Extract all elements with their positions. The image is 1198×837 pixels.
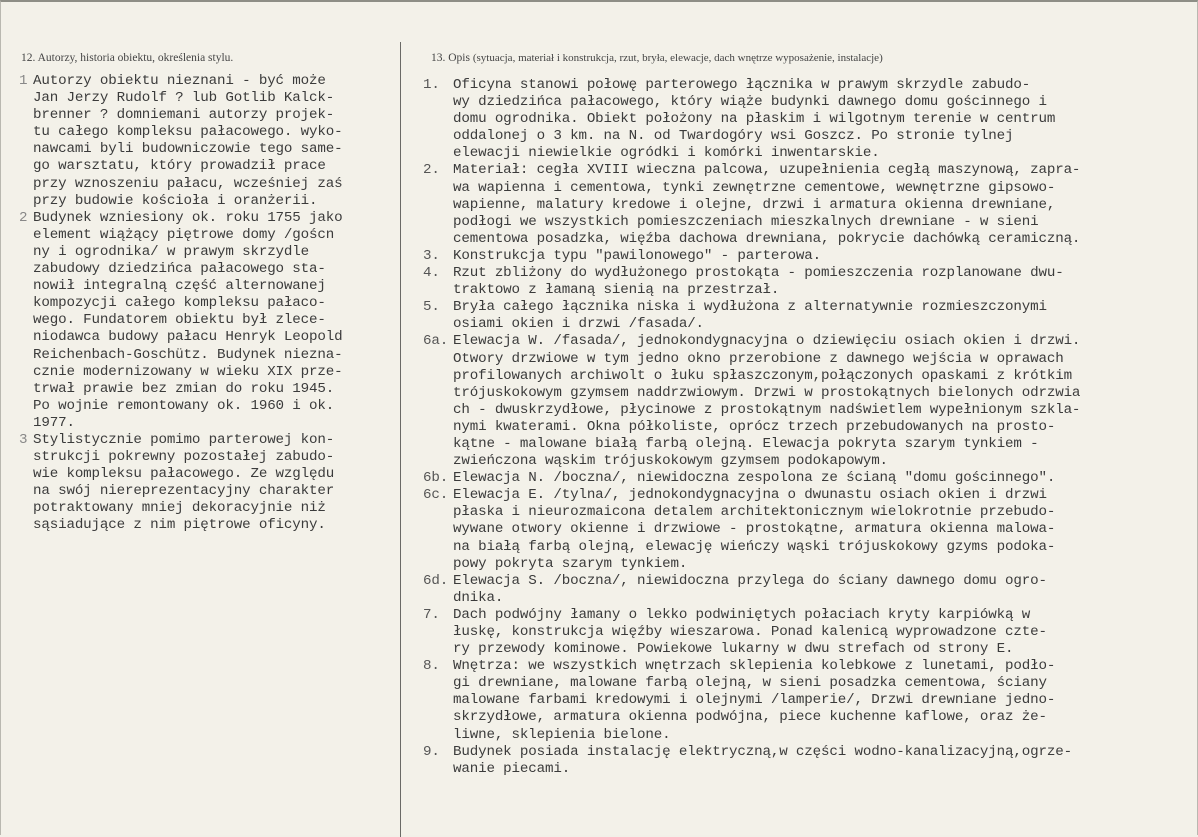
history-text-line: nowił integralną część alternowanej: [33, 278, 326, 295]
description-item-text: [453, 573, 1173, 607]
history-item: [19, 210, 393, 432]
description-item: [423, 470, 1173, 487]
history-text-line: zabudowy dziedzińca pałacowego sta-: [33, 261, 326, 278]
description-text-line: wy dziedzińca pałacowego, który wiąże budynki dawnego domu gościnnego i: [453, 94, 1047, 111]
description-text-line: Elewacja N. /boczna/, niewidoczna zespolona ze ścianą "domu gościnnego".: [453, 470, 1056, 487]
description-text-line: Konstrukcja typu "pawilonowego" - parterowa.: [453, 247, 822, 264]
authors-history-list: [19, 73, 393, 535]
description-text-line: Elewacja W. /fasada/, jednokondygnacyjna o dziewięciu osiach okien i drzwi.: [453, 333, 1081, 350]
history-text-line: nawcami byli budowniczowie tego same-: [33, 141, 343, 158]
history-item-number: 2: [19, 209, 28, 226]
description-item-text: [453, 248, 1173, 265]
description-item-text: [453, 333, 1173, 470]
description-item: [423, 487, 1173, 572]
description-item-number: 6c.: [423, 487, 449, 504]
history-text-line: cznie modernizowany w wieku XIX prze-: [33, 363, 343, 380]
description-item: [423, 658, 1173, 743]
history-item-text: [33, 73, 393, 210]
description-item-text: [453, 487, 1173, 572]
history-text-line: Po wojnie remontowany ok. 1960 i ok.: [33, 397, 335, 414]
description-text-line: na białą farbą olejną, elewację wieńczy wąski trójuskokowy gzyms podoka-: [453, 538, 1056, 555]
description-text-line: zwieńczona wąskim trójuskokowym gzymsem podokapowym.: [453, 453, 888, 470]
description-text-line: dnika.: [453, 589, 504, 606]
description-item-number: 1.: [423, 77, 440, 93]
description-item: [423, 607, 1173, 658]
description-text-line: nymi kwaterami. Okna półkoliste, oprócz trzech przebudowanych na prosto-: [453, 418, 1056, 435]
history-item-number: 3: [19, 431, 28, 448]
description-text-line: Elewacja E. /tylna/, jednokondygnacyjna o dwunastu osiach okien i drzwi: [453, 487, 1047, 504]
description-item-text: [453, 470, 1173, 487]
description-item: [423, 77, 1173, 162]
description-text-line: oddalonej o 3 km. na N. od Twardogóry wsi Goszcz. Po stronie tylnej: [453, 128, 1014, 145]
description-text-line: wa wapienna i cementowa, tynki zewnętrzne cementowe, wewnętrzne gipsowo-: [453, 179, 1056, 196]
history-text-line: Jan Jerzy Rudolf ? lub Gotlib Kalck-: [33, 90, 335, 107]
description-item-number: 4.: [423, 265, 440, 282]
history-item-number: 1: [19, 73, 28, 89]
description-item-number: 9.: [423, 743, 440, 760]
description-item: [423, 333, 1173, 470]
section-12-header: [21, 52, 233, 64]
description-item: [423, 744, 1173, 778]
description-text-line: płaska i nieurozmaicona detalem architektonicznym wielokrotnie przebudo-: [453, 504, 1056, 521]
description-item-number: 7.: [423, 606, 440, 623]
description-item-number: 8.: [423, 658, 440, 675]
history-item-text: [33, 432, 393, 535]
description-item: [423, 573, 1173, 607]
history-item: [19, 432, 393, 535]
history-text-line: wego. Fundatorem obiektu był zlece-: [33, 312, 326, 329]
description-item-text: [453, 744, 1173, 778]
history-text-line: przy budowie kościoła i oranżerii.: [33, 192, 318, 209]
description-text-line: wywane otwory okienne i drzwiowe - prostokątne, armatura okienna malowa-: [453, 521, 1056, 538]
description-text-line: malowane farbami kredowymi i olejnymi /lamperie/, Drzwi drewniane jedno-: [453, 692, 1056, 709]
description-text-line: Bryła całego łącznika niska i wydłużona z alternatywnie rozmieszczonymi: [453, 299, 1047, 316]
description-text-line: profilowanych archiwolt o łuku spłaszczonym,połączonych opaskami z krótkim: [453, 367, 1072, 384]
description-text-line: Oficyna stanowi połowę parterowego łącznika w prawym skrzydle zabudo-: [453, 77, 1031, 93]
description-text-line: ch - dwuskrzydłowe, płycinowe z prostokątnym nadświetlem wypełnionym szkla-: [453, 401, 1081, 418]
description-item: [423, 248, 1173, 265]
history-text-line: go warsztatu, który prowadził prace: [33, 158, 326, 175]
history-text-line: tu całego kompleksu pałacowego. wyko-: [33, 124, 343, 141]
description-text-line: wapienne, malatury kredowe i olejne, drzwi i armatura okienna drewniane,: [453, 196, 1056, 213]
section-12-title: 12. Autorzy, historia obiektu, określenia stylu.: [21, 52, 234, 64]
description-item: [423, 265, 1173, 299]
description-text-line: ry przewody kominowe. Powiekowe lukarny w dwu strefach od strony E.: [453, 641, 1014, 658]
description-text-line: kątne - malowane białą farbą olejną. Elewacja pokryta szarym tynkiem -: [453, 435, 1039, 452]
description-text-line: łuskę, konstrukcja więźby wieszarowa. Ponad kalenicą wyprowadzone czte-: [453, 624, 1047, 640]
description-item-number: 5.: [423, 299, 440, 316]
history-item-text: [33, 210, 393, 432]
description-text-line: Elewacja S. /boczna/, niewidoczna przylega do ściany dawnego domu ogro-: [453, 572, 1047, 589]
history-text-line: niodawca budowy pałacu Henryk Leopold: [33, 329, 343, 346]
description-text-line: elewacji niewielkie ogródki i komórki inwentarskie.: [453, 145, 880, 162]
description-text-line: osiami okien i drzwi /fasada/.: [453, 316, 704, 333]
history-text-line: potraktowany mniej dekoracyjnie niż: [33, 500, 326, 517]
section-13-subtitle: (sytuacja, materiał i konstrukcja, rzut, bryła, elewacje, dach wnętrze wyposażenie, instalacje): [472, 52, 883, 64]
description-item-number: 2.: [423, 162, 440, 179]
description-item: [423, 162, 1173, 247]
description-item-text: [453, 607, 1173, 658]
history-text-line: trwał prawie bez zmian do roku 1945.: [33, 380, 335, 397]
description-item-number: 6b.: [423, 470, 449, 487]
description-text-line: wanie piecami.: [453, 760, 571, 777]
history-text-line: ny i ogrodnika/ w prawym skrzydle: [33, 243, 310, 260]
description-text-line: Rzut zbliżony do wydłużonego prostokąta - pomieszczenia rozplanowane dwu-: [453, 265, 1064, 282]
column-divider: [400, 42, 401, 837]
description-item-number: 3.: [423, 247, 440, 264]
description-item-number: 6a.: [423, 333, 449, 350]
description-item: [423, 299, 1173, 333]
description-text-line: Budynek posiada instalację elektryczną,w części wodno-kanalizacyjną,ogrze-: [453, 743, 1072, 760]
description-text-line: liwne, sklepienia bielone.: [453, 726, 671, 743]
history-text-line: 1977.: [33, 414, 75, 431]
description-text-line: domu ogrodnika. Obiekt położony na płaskim i wilgotnym terenie w centrum: [453, 111, 1056, 128]
description-text-line: podłogi we wszystkich pomieszczeniach mieszkalnych drewniane - w sieni: [453, 213, 1039, 230]
description-list: [423, 77, 1173, 778]
history-text-line: brenner ? domniemani autorzy projek-: [33, 107, 335, 124]
description-item-text: [453, 299, 1173, 333]
history-text-line: Reichenbach-Goschütz. Budynek niezna-: [33, 346, 343, 363]
description-text-line: Materiał: cegła XVIII wieczna palcowa, uzupełnienia cegłą maszynową, zapra-: [453, 162, 1081, 179]
description-item-number: 6d.: [423, 572, 449, 589]
description-text-line: trójuskokowym gzymsem naddrzwiowym. Drzwi w prostokątnych bielonych odrzwia: [453, 384, 1081, 401]
history-text-line: sąsiadujące z nim piętrowe oficyny.: [33, 517, 326, 534]
history-text-line: kompozycji całego kompleksu pałaco-: [33, 295, 326, 312]
history-text-line: strukcji pokrewny pozostałej zabudo-: [33, 449, 335, 466]
history-text-line: wie kompleksu pałacowego. Ze względu: [33, 466, 335, 483]
section-13-title: 13. Opis: [431, 52, 470, 64]
description-text-line: gi drewniane, malowane farbą olejną, w sieni posadzka cementowa, ściany: [453, 675, 1047, 692]
description-text-line: skrzydłowe, armatura okienna podwójna, piece kuchenne kaflowe, oraz że-: [453, 709, 1047, 726]
history-text-line: Autorzy obiektu nieznani - być może: [33, 73, 326, 89]
description-item-text: [453, 265, 1173, 299]
description-text-line: cementowa posadzka, więźba dachowa drewniana, pokrycie dachówką ceramiczną.: [453, 230, 1081, 247]
history-text-line: przy wznoszeniu pałacu, wcześniej zaś: [33, 175, 343, 192]
description-text-line: powy pokryta szarym tynkiem.: [453, 555, 688, 572]
history-item: [19, 73, 393, 210]
history-text-line: Budynek wzniesiony ok. roku 1755 jako: [33, 209, 343, 226]
description-item-text: [453, 77, 1173, 162]
description-text-line: Wnętrza: we wszystkich wnętrzach sklepienia kolebkowe z lunetami, podło-: [453, 658, 1056, 675]
history-text-line: na swój niereprezentacyjny charakter: [33, 483, 335, 500]
history-text-line: element wiążący piętrowe domy /goścn: [33, 226, 335, 243]
description-item-text: [453, 658, 1173, 743]
section-13-header: [431, 52, 883, 64]
description-text-line: Dach podwójny łamany o lekko podwiniętych połaciach kryty karpiówką w: [453, 606, 1031, 623]
description-text-line: traktowo z łamaną sienią na przestrzał.: [453, 282, 780, 299]
description-text-line: Otwory drzwiowe w tym jedno okno przerobione z dawnego wejścia w oprawach: [453, 350, 1064, 367]
description-item-text: [453, 162, 1173, 247]
history-text-line: Stylistycznie pomimo parterowej kon-: [33, 431, 335, 448]
